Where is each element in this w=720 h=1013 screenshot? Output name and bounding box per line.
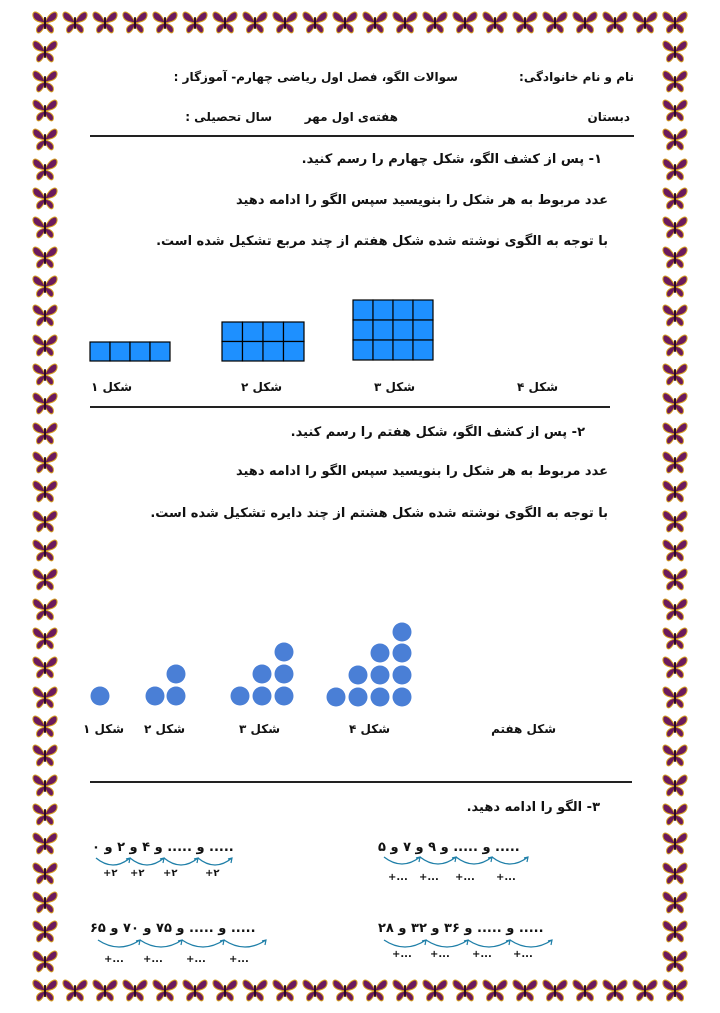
school-year-label: سال تحصیلی : <box>185 110 272 124</box>
seq3-arc <box>140 940 182 947</box>
seq2-arc <box>456 857 492 864</box>
q1-label-shape-2: شکل ۲ <box>241 380 282 394</box>
q2-shape-4-circle <box>371 688 390 707</box>
q2-instruction-2: عدد مربوط به هر شکل را بنویسید سپس الگو را ادامه دهید <box>235 464 608 479</box>
q1-shape-2-square <box>284 342 305 362</box>
q1-shape-1-square <box>110 342 130 361</box>
q3-title: ۳- الگو را ادامه دهید. <box>466 800 600 815</box>
seq4-arc <box>426 940 468 947</box>
q2-shape-2-circle <box>146 687 165 706</box>
seq2-arc <box>384 857 420 864</box>
q1-title: ۱- پس از کشف الگو، شکل چهارم را رسم کنید. <box>301 152 602 167</box>
q1-shape-2-square <box>243 322 264 342</box>
seq3-arc <box>182 940 224 947</box>
seq4-step-3: +... <box>472 949 492 960</box>
seq4-step-4: +... <box>513 949 533 960</box>
q2-shape-4-circle <box>371 666 390 685</box>
seq3-step-2: +... <box>143 954 163 965</box>
q2-shape-4-circle <box>349 666 368 685</box>
q1-shape-2-square <box>222 322 243 342</box>
q1-label-shape-4: شکل ۴ <box>517 380 558 394</box>
seq2-step-1: +... <box>388 872 408 883</box>
seq1-arc <box>198 858 232 865</box>
q2-shape-4-circle <box>393 623 412 642</box>
q1-shape-3-square <box>353 320 373 340</box>
seq2-step-4: +... <box>496 872 516 883</box>
q1-shape-1-square <box>130 342 150 361</box>
seq2-arc <box>420 857 456 864</box>
q1-shape-3-square <box>353 340 373 360</box>
q1-shape-3-square <box>393 300 413 320</box>
seq4-step-2: +... <box>430 949 450 960</box>
week-label: هفته‌ی اول مهر <box>304 110 398 124</box>
q1-label-shape-1: شکل ۱ <box>91 380 132 394</box>
q3-sequence-3: ..... و ..... و ۷۵ و ۷۰ و ۶۵ <box>90 921 256 936</box>
q1-shape-3-square <box>353 300 373 320</box>
q1-instruction-2: عدد مربوط به هر شکل را بنویسید سپس الگو را ادامه دهید <box>235 193 608 208</box>
seq4-arc <box>384 940 426 947</box>
seq4-arc <box>468 940 510 947</box>
q1-shape-3-square <box>393 320 413 340</box>
q3-sequence-1: ..... و ..... و ۴ و ۲ و ۰ <box>92 840 234 855</box>
name-label: نام و نام خانوادگی: <box>519 70 634 84</box>
q2-instruction-3: با توجه به الگوی نوشته شده شکل هشتم از چند دایره تشکیل شده است. <box>150 506 608 521</box>
seq3-step-1: +... <box>104 954 124 965</box>
q1-label-shape-3: شکل ۳ <box>374 380 415 394</box>
q2-label-shape-1: شکل ۱ <box>83 722 124 736</box>
q2-shape-4-circle <box>393 644 412 663</box>
q2-shape-3-circle <box>275 643 294 662</box>
q1-shape-3-square <box>393 340 413 360</box>
q3-sequence-2: ..... و ..... و ۹ و ۷ و ۵ <box>378 840 520 855</box>
seq3-step-3: +... <box>186 954 206 965</box>
q2-shape-4-circle <box>393 688 412 707</box>
q2-shape-3-circle <box>231 687 250 706</box>
q1-shape-2-square <box>263 322 284 342</box>
q1-shape-2-square <box>263 342 284 362</box>
seq4-arc <box>510 940 552 947</box>
seq1-arc <box>130 858 164 865</box>
q1-shape-3-square <box>413 340 433 360</box>
q1-shape-3-square <box>373 320 393 340</box>
q1-shape-2-square <box>284 322 305 342</box>
q1-shape-3-square <box>413 320 433 340</box>
seq3-step-4: +... <box>229 954 249 965</box>
q2-shape-2-circle <box>167 665 186 684</box>
q2-shape-3-circle <box>275 687 294 706</box>
q2-label-shape-3: شکل ۳ <box>239 722 280 736</box>
seq1-step-3: +۲ <box>163 868 178 879</box>
q1-shape-1-square <box>90 342 110 361</box>
q2-shape-4-circle <box>371 644 390 663</box>
q2-title: ۲- پس از کشف الگو، شکل هفتم را رسم کنید. <box>290 425 585 440</box>
q2-label-shape-4: شکل ۴ <box>349 722 390 736</box>
seq1-arc <box>164 858 198 865</box>
q2-shape-4-circle <box>349 688 368 707</box>
q1-shape-1-square <box>150 342 170 361</box>
q1-shape-2-square <box>243 342 264 362</box>
q2-label-shape-7: شکل هفتم <box>491 722 556 736</box>
q1-instruction-3: با توجه به الگوی نوشته شده شکل هفتم از چند مربع تشکیل شده است. <box>156 234 608 249</box>
seq1-arc <box>96 858 130 865</box>
seq2-step-3: +... <box>455 872 475 883</box>
seq3-arc <box>224 940 266 947</box>
q1-shape-3-square <box>373 340 393 360</box>
seq3-arc <box>98 940 140 947</box>
q1-shape-3-square <box>373 300 393 320</box>
q3-sequence-4: ..... و ..... و ۳۶ و ۳۲ و ۲۸ <box>378 921 544 936</box>
q2-shape-4-circle <box>393 666 412 685</box>
q2-shape-4-circle <box>327 688 346 707</box>
school-label: دبستان <box>587 110 630 124</box>
seq1-step-4: +۲ <box>205 868 220 879</box>
q2-shape-3-circle <box>253 687 272 706</box>
q1-shape-2-square <box>222 342 243 362</box>
worksheet-title: سوالات الگو، فصل اول ریاضی چهارم- آموزگار : <box>173 70 458 84</box>
seq2-step-2: +... <box>419 872 439 883</box>
seq1-step-1: +۲ <box>103 868 118 879</box>
q2-shape-3-circle <box>275 665 294 684</box>
seq1-step-2: +۲ <box>130 868 145 879</box>
q2-shape-3-circle <box>253 665 272 684</box>
q2-shape-2-circle <box>167 687 186 706</box>
q2-shape-1-circle <box>91 687 110 706</box>
seq4-step-1: +... <box>392 949 412 960</box>
q2-label-shape-2: شکل ۲ <box>144 722 185 736</box>
seq2-arc <box>492 857 528 864</box>
q1-shape-3-square <box>413 300 433 320</box>
